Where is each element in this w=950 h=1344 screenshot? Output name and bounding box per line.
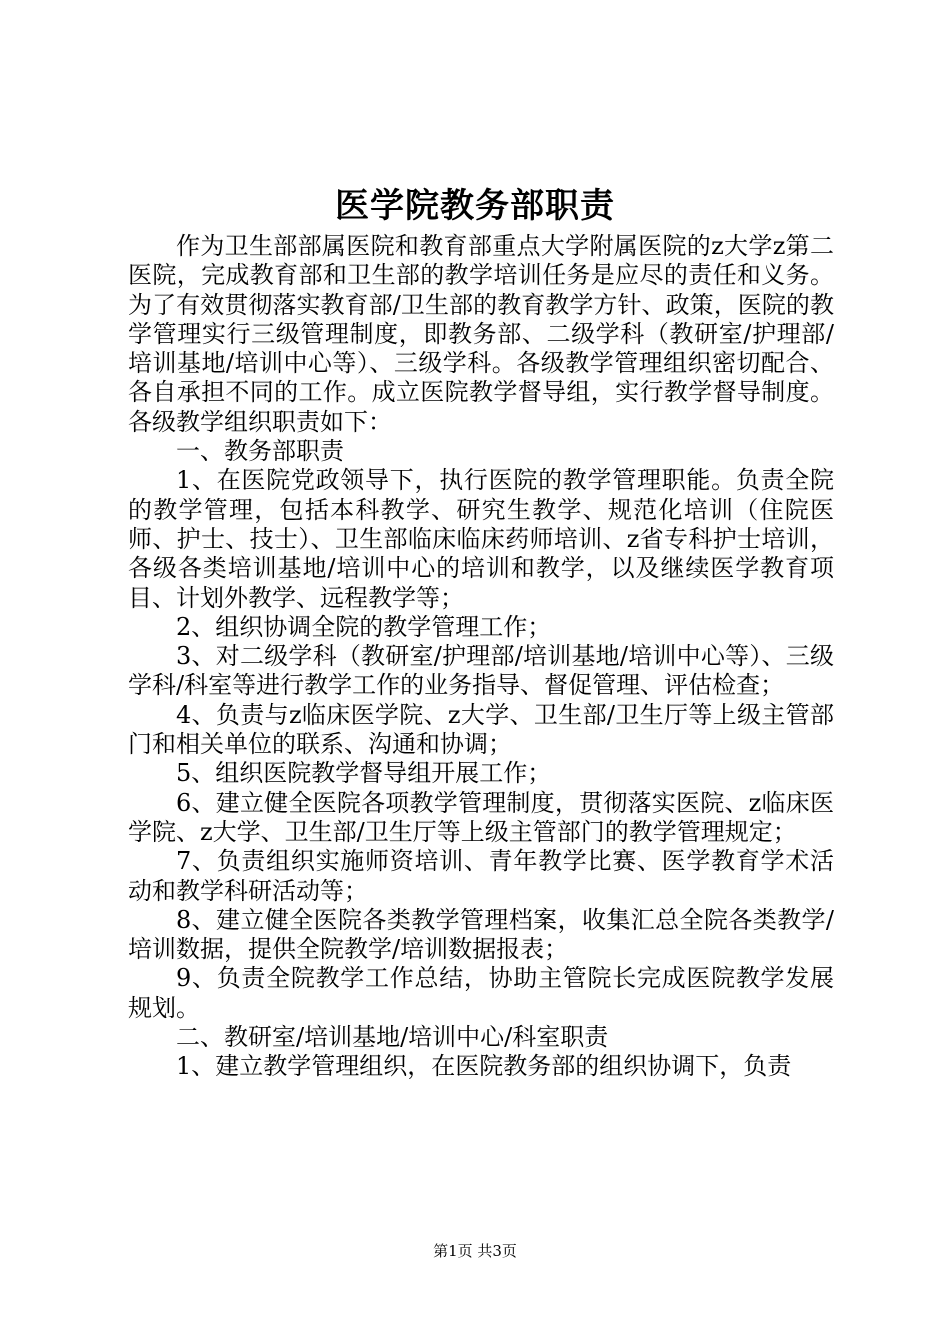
list-item: 7、负责组织实施师资培训、青年教学比赛、医学教育学术活动和教学科研活动等； [128, 847, 834, 905]
list-item: 4、负责与z临床医学院、z大学、卫生部/卫生厅等上级主管部门和相关单位的联系、沟通和协调； [128, 700, 834, 759]
section-heading: 二、教研室/培训基地/培训中心/科室职责 [176, 1023, 609, 1052]
list-item: 9、负责全院教学工作总结，协助主管院长完成医院教学发展规划。 [128, 964, 834, 1022]
section-heading: 一、教务部职责 [176, 437, 344, 466]
document-body [128, 232, 834, 1082]
list-item: 2、组织协调全院的教学管理工作； [176, 612, 552, 641]
list-item: 1、在医院党政领导下，执行医院的教学管理职能。负责全院的教学管理，包括本科教学、研究生教学、规范化培训（住院医师、护士、技士）、卫生部临床临床药师培训、z省专科护士培训，各级各类培训基地/培训中心的培训和教学，以及继续医学教育项目、计划外教学、远程教学等； [128, 466, 834, 612]
list-item: 1、建立教学管理组织，在医院教务部的组织协调下，负责 [176, 1052, 792, 1081]
list-item: 8、建立健全医院各类教学管理档案，收集汇总全院各类教学/培训数据，提供全院教学/培训数据报表； [128, 905, 834, 964]
list-item: 3、对二级学科（教研室/护理部/培训基地/培训中心等）、三级学科/科室等进行教学工作的业务指导、督促管理、评估检查； [128, 642, 834, 700]
page-title: 医学院教务部职责 [335, 186, 615, 226]
page-footer: 第1页 共3页 [433, 1242, 517, 1260]
list-item: 6、建立健全医院各项教学管理制度，贯彻落实医院、z临床医学院、z大学、卫生部/卫生厅等上级主管部门的教学管理规定； [128, 788, 834, 846]
list-item: 5、组织医院教学督导组开展工作； [176, 759, 552, 788]
intro-paragraph: 作为卫生部部属医院和教育部重点大学附属医院的z大学z第二医院，完成教育部和卫生部的教学培训任务是应尽的责任和义务。为了有效贯彻落实教育部/卫生部的教育教学方针、政策，医院的教学管理实行三级管理制度，即教务部、二级学科（教研室/护理部/培训基地/培训中心等）、三级学科。各级教学管理组织密切配合、各自承担不同的工作。成立医院教学督导组，实行教学督导制度。各级教学组织职责如下： [128, 232, 834, 436]
